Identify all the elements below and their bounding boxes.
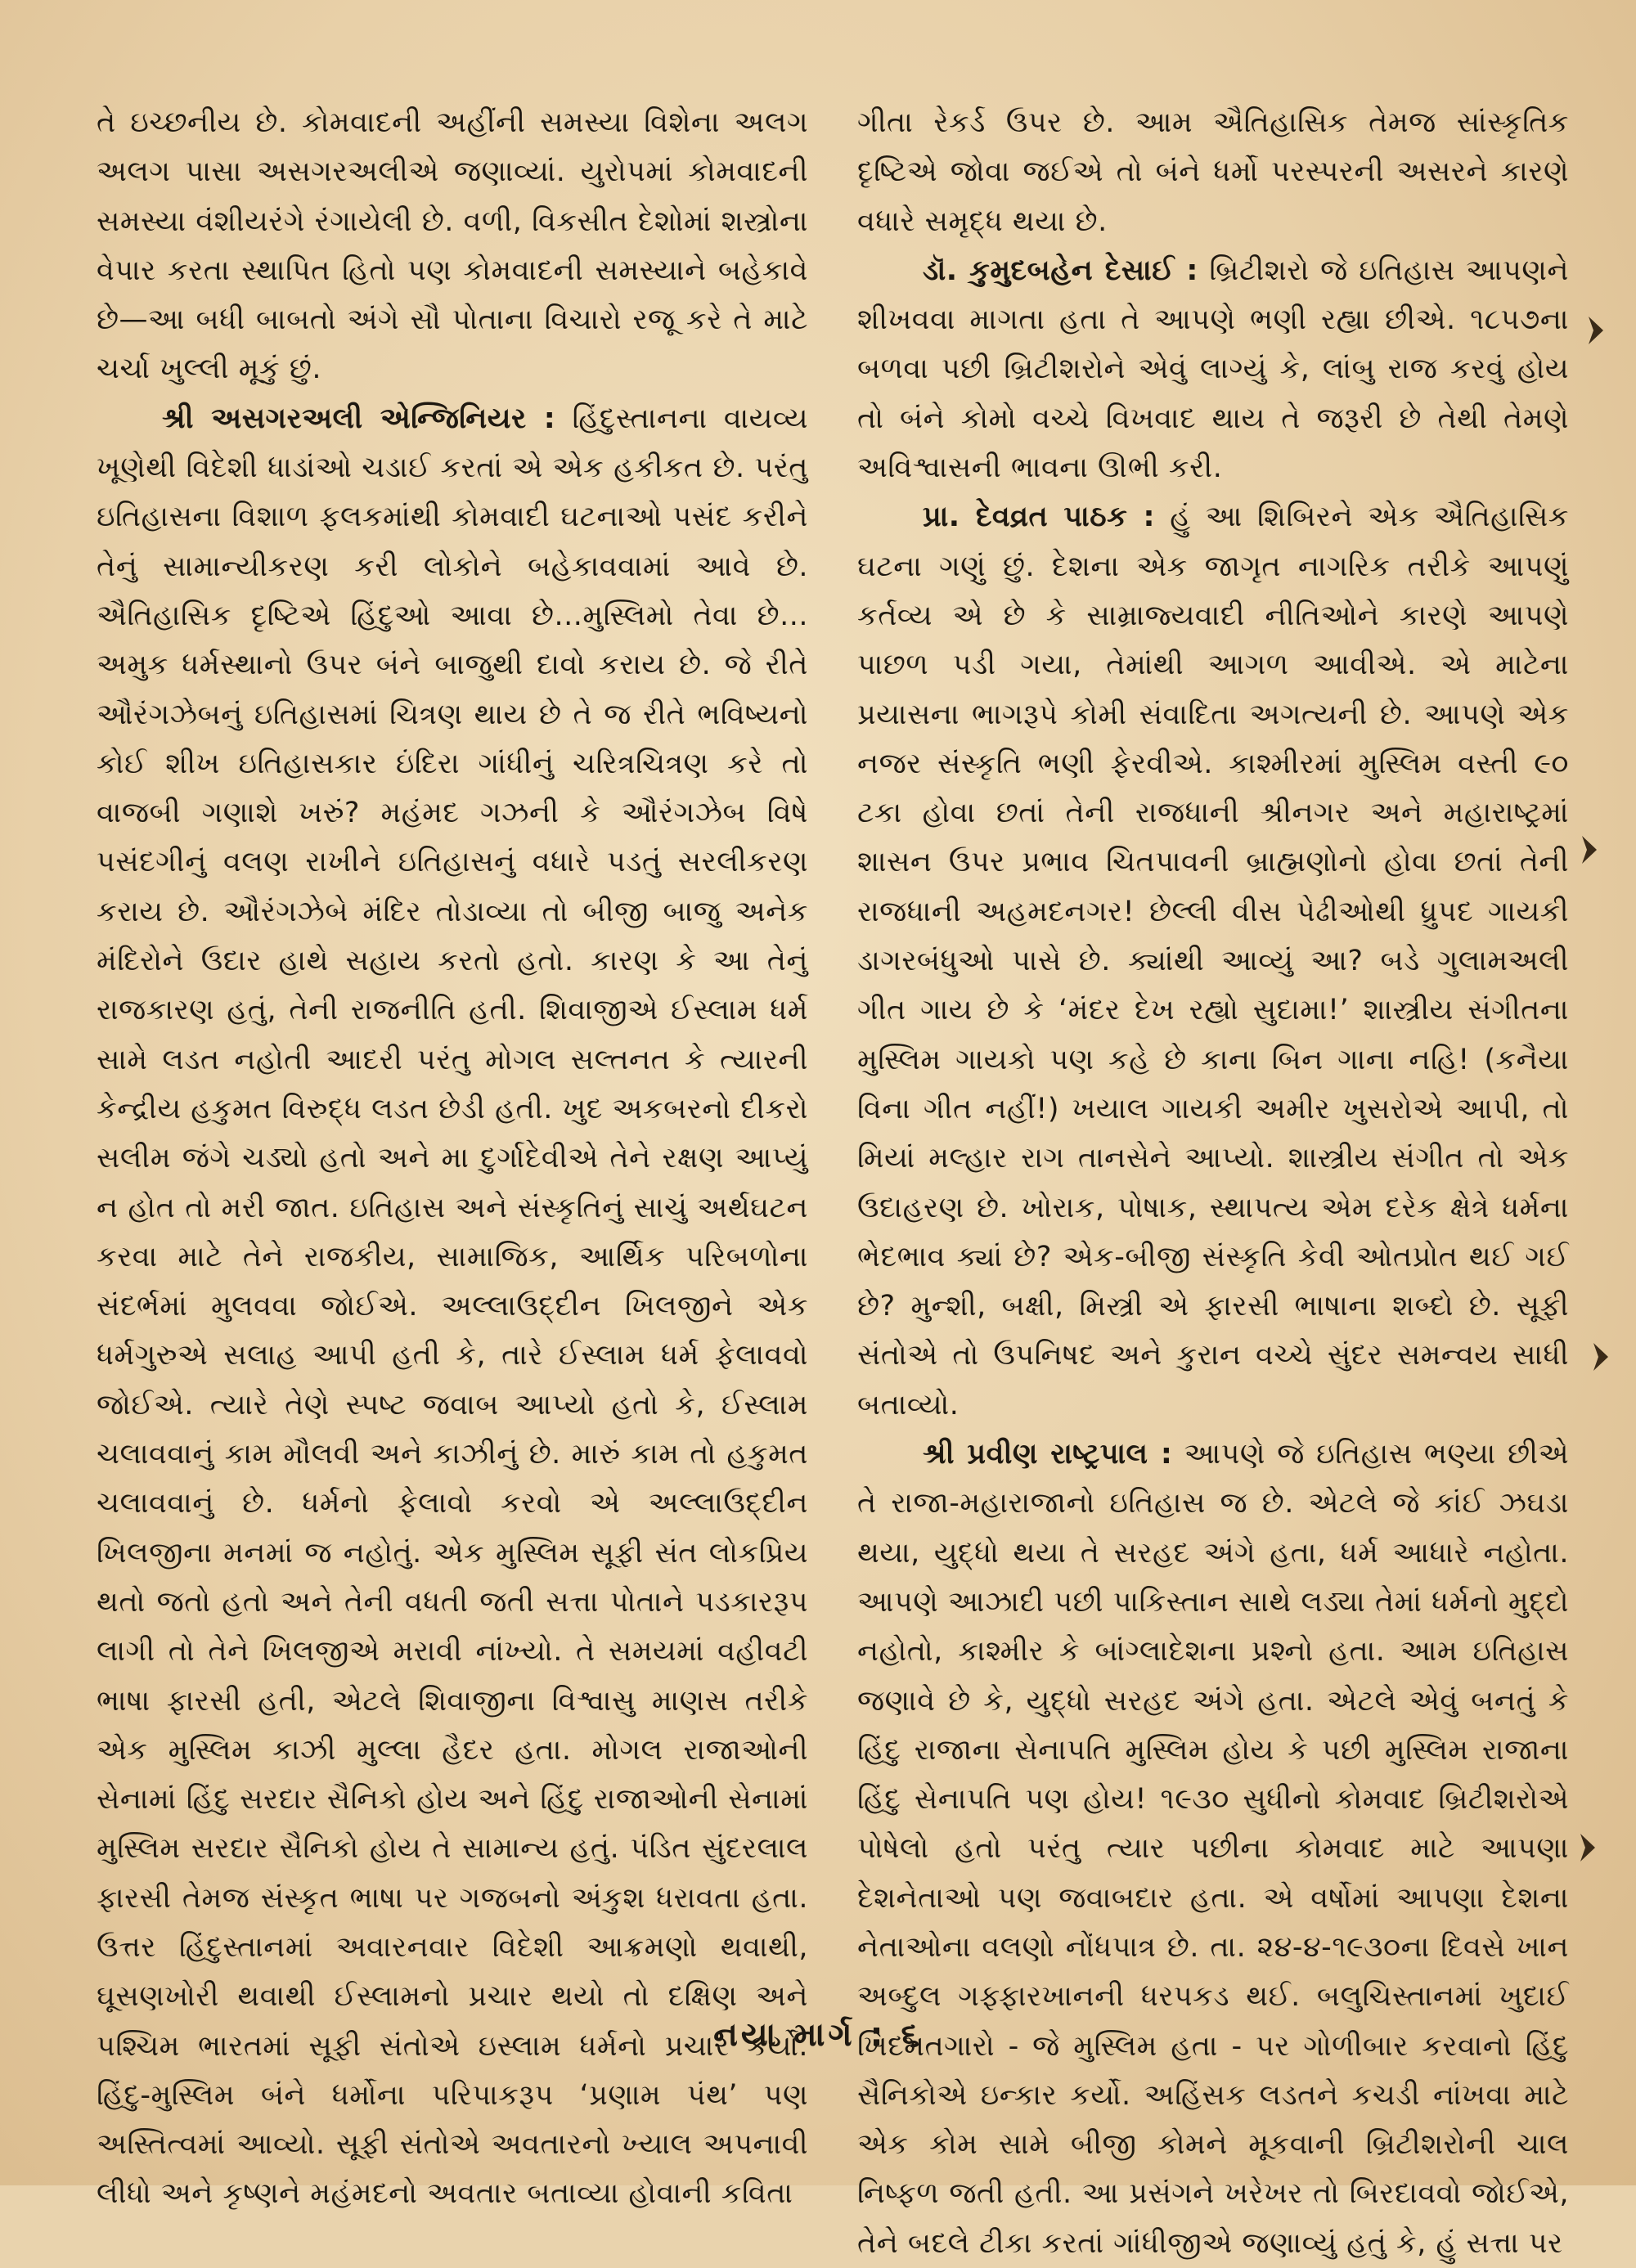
speech-text: આપણે જે ઇતિહાસ ભણ્યા છીએ તે રાજા-મહારાજાનો ઇતિહાસ જ છે. એટલે જે કાંઈ ઝઘડા થયા, યુદ્ધો થયા તે સરહદ અંગે હતા, ધર્મ આધારે નહોતા. આપણે આઝાદી પછી પાકિસ્તાન સાથે લડ્યા તેમાં ધર્મનો મુદ્દો નહોતો, કાશ્મીર કે બાંગ્લાદેશના પ્રશ્નો હતા. આમ ઇતિહાસ જણાવે છે કે, યુદ્ધો સરહદ અંગે હતા. એટલે એવું બનતું કે હિંદુ રાજાના સેનાપતિ મુસ્લિમ હોય કે પછી મુસ્લિમ રાજાના હિંદુ સેનાપતિ પણ હોય! ૧૯૩૦ સુધીનો કોમવાદ બ્રિટીશરોએ પોષેલો હતો પરંતુ ત્યાર પછીના કોમવાદ માટે આપણા દેશનેતાઓ પણ જવાબદાર હતા. એ વર્ષોમાં આપણા દેશના નેતાઓના વલણો નોંધપાત્ર છે. તા. ૨૪-૪-૧૯૩૦ના દિવસે ખાન અબ્દુલ ગફ્ફારખાનની ધરપકડ થઈ. બલુચિસ્તાનમાં ખુદાઈ ખિદમતગારો - જે મુસ્લિમ હતા - પર ગોળીબાર કરવાનો હિંદુ સૈનિકોએ ઇન્કાર કર્યો. અહિંસક લડતને કચડી નાંખવા માટે એક કોમ સામે બીજી કોમને મૂકવાની બ્રિટીશરોની ચાલ નિષ્ફળ જતી હતી. આ પ્રસંગને ખરેખર તો બિરદાવવો જોઈએ, તેને બદલે ટીકા કરતાં ગાંધીજીએ જણાવ્યું હતું કે, હું સત્તા પર	[857, 1438, 1569, 2260]
speaker-name: શ્રી અસગરઅલી એન્જિનિયર :	[162, 402, 556, 435]
speech-text: હું આ શિબિરને એક ઐતિહાસિક ઘટના ગણું છું. દેશના એક જાગૃત નાગરિક તરીકે આપણું કર્તવ્ય એ છે કે સામ્રાજ્યવાદી નીતિઓને કારણે આપણે પાછળ પડી ગયા, તેમાંથી આગળ આવીએ. એ માટેના પ્રયાસના ભાગરૂપે કોમી સંવાદિતા અગત્યની છે. આપણે એક નજર સંસ્કૃતિ ભણી ફેરવીએ. કાશ્મીરમાં મુસ્લિમ વસ્તી ૯૦ ટકા હોવા છતાં તેની રાજધાની શ્રીનગર અને મહારાષ્ટ્રમાં શાસન ઉપર પ્રભાવ ચિતપાવની બ્રાહ્મણોનો હોવા છતાં તેની રાજધાની અહમદનગર! છેલ્લી વીસ પેઢીઓથી ધ્રુપદ ગાયકી ડાગરબંધુઓ પાસે છે. ક્યાંથી આવ્યું આ? બડે ગુલામઅલી ગીત ગાય છે કે ‘મંદર દેખ રહ્યો સુદામા!’ શાસ્ત્રીય સંગીતના મુસ્લિમ ગાયકો પણ કહે છે કાના બિન ગાના નહિ! (કનૈયા વિના ગીત નહીં!) ખયાલ ગાયકી અમીર ખુસરોએ આપી, તો મિયાં મલ્હાર રાગ તાનસેને આપ્યો. શાસ્ત્રીય સંગીત તો એક ઉદાહરણ છે. ખોરાક, પોષાક, સ્થાપત્ય એમ દરેક ક્ષેત્રે ધર્મના ભેદભાવ ક્યાં છે? એક-બીજી સંસ્કૃતિ કેવી ઓતપ્રોત થઈ ગઈ છે? મુન્શી, બક્ષી, મિસ્ત્રી એ ફારસી ભાષાના શબ્દો છે. સૂફી સંતોએ તો ઉપનિષદ અને કુરાન વચ્ચે સુંદર સમન્વય સાધી બતાવ્યો.	[857, 501, 1570, 1421]
binding-tear-mark	[1580, 834, 1598, 865]
right-column	[857, 98, 1569, 2268]
binding-tear-mark	[1579, 1832, 1597, 1863]
page-footer: નયા માર્ગ : ૬	[713, 2016, 923, 2054]
binding-tear-mark	[1587, 315, 1605, 346]
speech-text: હિંદુસ્તાનના વાયવ્ય ખૂણેથી વિદેશી ધાડાંઓ ચડાઈ કરતાં એ એક હકીકત છે. પરંતુ ઇતિહાસના વિશાળ ફલકમાંથી કોમવાદી ઘટનાઓ પસંદ કરીને તેનું સામાન્યીકરણ કરી લોકોને બહેકાવવામાં આવે છે. ઐતિહાસિક દૃષ્ટિએ હિંદુઓ આવા છે...મુસ્લિમો તેવા છે... અમુક ધર્મસ્થાનો ઉપર બંને બાજુથી દાવો કરાય છે. જે રીતે ઔરંગઝેબનું ઇતિહાસમાં ચિત્રણ થાય છે તે જ રીતે ભવિષ્યનો કોઈ શીખ ઇતિહાસકાર ઇંદિરા ગાંધીનું ચરિત્રચિત્રણ કરે તો વાજબી ગણાશે ખરું? મહંમદ ગઝની કે ઔરંગઝેબ વિષે પસંદગીનું વલણ રાખીને ઇતિહાસનું વધારે પડતું સરલીકરણ કરાય છે. ઔરંગઝેબે મંદિર તોડાવ્યા તો બીજી બાજુ અનેક મંદિરોને ઉદાર હાથે સહાય કરતો હતો. કારણ કે આ તેનું રાજકારણ હતું, તેની રાજનીતિ હતી. શિવાજીએ ઈસ્લામ ધર્મ સામે લડત નહોતી આદરી પરંતુ મોગલ સલ્તનત કે ત્યારની કેન્દ્રીય હકુમત વિરુદ્ધ લડત છેડી હતી. ખુદ અકબરનો દીકરો સલીમ જંગે ચડ્યો હતો અને મા દુર્ગાદેવીએ તેને રક્ષણ આપ્યું ન હોત તો મરી જાત. ઇતિહાસ અને સંસ્કૃતિનું સાચું અર્થઘટન કરવા માટે તેને રાજકીય, સામાજિક, આર્થિક પરિબળોના સંદર્ભમાં મુલવવા જોઈએ. અલ્લાઉદ્દીન ખિલજીને એક ધર્મગુરુએ સલાહ આપી હતી કે, તારે ઈસ્લામ ધર્મ ફેલાવવો જોઈએ. ત્યારે તેણે સ્પષ્ટ જવાબ આપ્યો હતો કે, ઈસ્લામ ચલાવવાનું કામ મૌલવી અને કાઝીનું છે. મારું કામ તો હકુમત ચલાવવાનું છે. ધર્મનો ફેલાવો કરવો એ અલ્લાઉદ્દીન ખિલજીના મનમાં જ નહોતું. એક મુસ્લિમ સૂફી સંત લોકપ્રિય થતો જતો હતો અને તેની વધતી જતી સત્તા પોતાને પડકારરૂપ લાગી તો તેને ખિલજીએ મરાવી નાંખ્યો. તે સમયમાં વહીવટી ભાષા ફારસી હતી, એટલે શિવાજીના વિશ્વાસુ માણસ તરીકે એક મુસ્લિમ કાઝી મુલ્લા હૈદર હતા. મોગલ રાજાઓની સેનામાં હિંદુ સરદાર સૈનિકો હોય અને હિંદુ રાજાઓની સેનામાં મુસ્લિમ સરદાર સૈનિકો હોય તે સામાન્ય હતું. પંડિત સુંદરલાલ ફારસી તેમજ સંસ્કૃત ભાષા પર ગજબનો અંકુશ ધરાવતા હતા. ઉત્તર હિંદુસ્તાનમાં અવારનવાર વિદેશી આક્રમણો થવાથી, ઘૂસણખોરી થવાથી ઈસ્લામનો પ્રચાર થયો તો દક્ષિણ અને પશ્ચિમ ભારતમાં સૂફી સંતોએ ઇસ્લામ ધર્મનો પ્રચાર કર્યો. હિંદુ-મુસ્લિમ બંને ધર્મોના પરિપાકરૂપ ‘પ્રણામ પંથ’ પણ અસ્તિત્વમાં આવ્યો. સૂફી સંતોએ અવતારનો ખ્યાલ અપનાવી લીધો અને કૃષ્ણને મહંમદનો અવતાર બતાવ્યા હોવાની કવિતા	[97, 402, 808, 2211]
continued-paragraph: ગીતા રેકર્ડ ઉપર છે. આમ ઐતિહાસિક તેમજ સાંસ્કૃતિક દૃષ્ટિએ જોવા જઈએ તો બંને ધર્મો પરસ્પરની અસરને કારણે વધારે સમૃદ્ધ થયા છે.	[857, 106, 1569, 238]
binding-tear-mark	[1592, 1341, 1610, 1372]
speaker-paragraph	[857, 246, 1569, 492]
speaker-paragraph	[97, 394, 808, 2219]
speaker-paragraph	[857, 1430, 1569, 2268]
speaker-name: ડૉ. કુમુદબહેન દેસાઈ :	[923, 254, 1198, 287]
speaker-paragraph	[857, 492, 1569, 1430]
speaker-name: પ્રા. દેવવ્રત પાઠક :	[923, 501, 1156, 534]
left-column	[97, 98, 808, 2219]
speech-text: બ્રિટીશરો જે ઇતિહાસ આપણને શીખવવા માગતા હતા તે આપણે ભણી રહ્યા છીએ. ૧૮૫૭ના બળવા પછી બ્રિટીશરોને એવું લાગ્યું કે, લાંબુ રાજ કરવું હોય તો બંને કોમો વચ્ચે વિખવાદ થાય તે જરૂરી છે તેથી તેમણે અવિશ્વાસની ભાવના ઊભી કરી.	[857, 254, 1569, 485]
intro-paragraph: તે ઇચ્છનીય છે. કોમવાદની અહીંની સમસ્યા વિશેના અલગ અલગ પાસા અસગરઅલીએ જણાવ્યાં. યુરોપમાં કોમવાદની સમસ્યા વંશીયરંગે રંગાયેલી છે. વળી, વિકસીત દેશોમાં શસ્ત્રોના વેપાર કરતા સ્થાપિત હિતો પણ કોમવાદની સમસ્યાને બહેકાવે છે—આ બધી બાબતો અંગે સૌ પોતાના વિચારો રજૂ કરે તે માટે ચર્ચા ખુલ્લી મૂકું છું.	[97, 106, 808, 386]
speaker-name: શ્રી પ્રવીણ રાષ્ટ્રપાલ :	[923, 1438, 1173, 1471]
